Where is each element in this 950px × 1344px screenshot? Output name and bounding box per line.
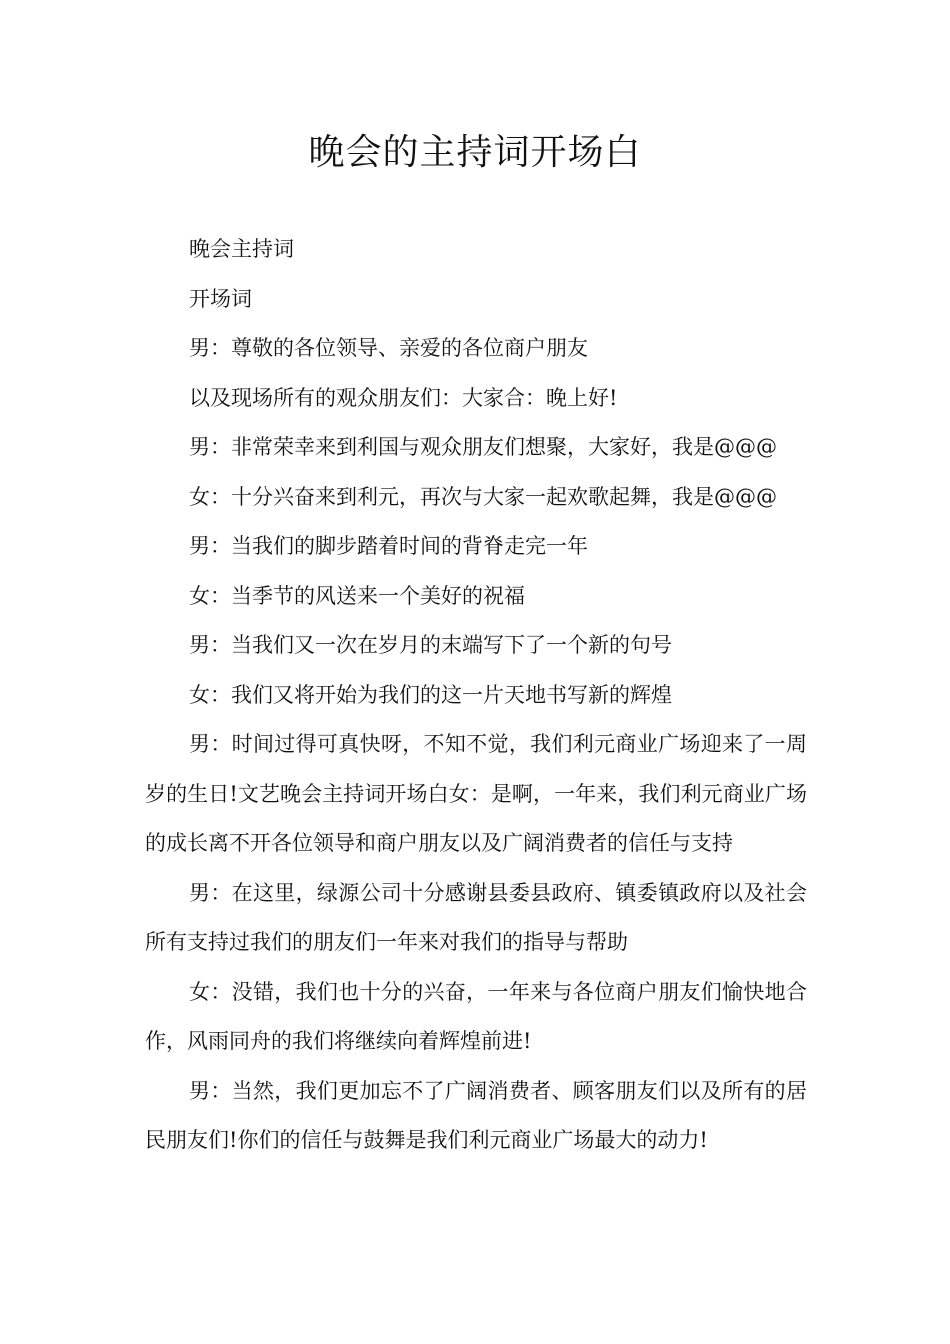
document-body (145, 225, 807, 1166)
paragraph: 开场词 (189, 286, 252, 311)
paragraph: 男：时间过得可真快呀，不知不觉，我们利元商业广场迎来了一周岁的生日!文艺晚会主持词开场白女：是啊，一年来，我们利元商业广场的成长离不开各位领导和商户朋友以及广阔消费者的信任与支持 (145, 732, 807, 855)
paragraph: 男：在这里，绿源公司十分感谢县委县政府、镇委镇政府以及社会所有支持过我们的朋友们一年来对我们的指导与帮助 (145, 880, 807, 954)
paragraph: 男：当我们又一次在岁月的末端写下了一个新的句号 (189, 633, 672, 657)
paragraph: 男：当我们的脚步踏着时间的背脊走完一年 (189, 534, 588, 558)
paragraph: 男：非常荣幸来到利国与观众朋友们想聚，大家好，我是@@@ (189, 435, 777, 459)
paragraph: 男：尊敬的各位领导、亲爱的各位商户朋友 (189, 336, 588, 360)
paragraph: 男：当然，我们更加忘不了广阔消费者、顾客朋友们以及所有的居民朋友们!你们的信任与鼓舞是我们利元商业广场最大的动力! (145, 1078, 807, 1152)
paragraph: 以及现场所有的观众朋友们：大家合：晚上好! (189, 385, 618, 410)
document-title: 晚会的主持词开场白 (308, 132, 642, 173)
paragraph: 女：十分兴奋来到利元，再次与大家一起欢歌起舞，我是@@@ (189, 484, 777, 509)
paragraph: 晚会主持词 (189, 237, 294, 261)
paragraph: 女：没错，我们也十分的兴奋，一年来与各位商户朋友们愉快地合作，风雨同舟的我们将继续向着辉煌前进! (145, 979, 807, 1053)
paragraph: 女：我们又将开始为我们的这一片天地书写新的辉煌 (189, 682, 672, 707)
paragraph: 女：当季节的风送来一个美好的祝福 (189, 583, 525, 608)
